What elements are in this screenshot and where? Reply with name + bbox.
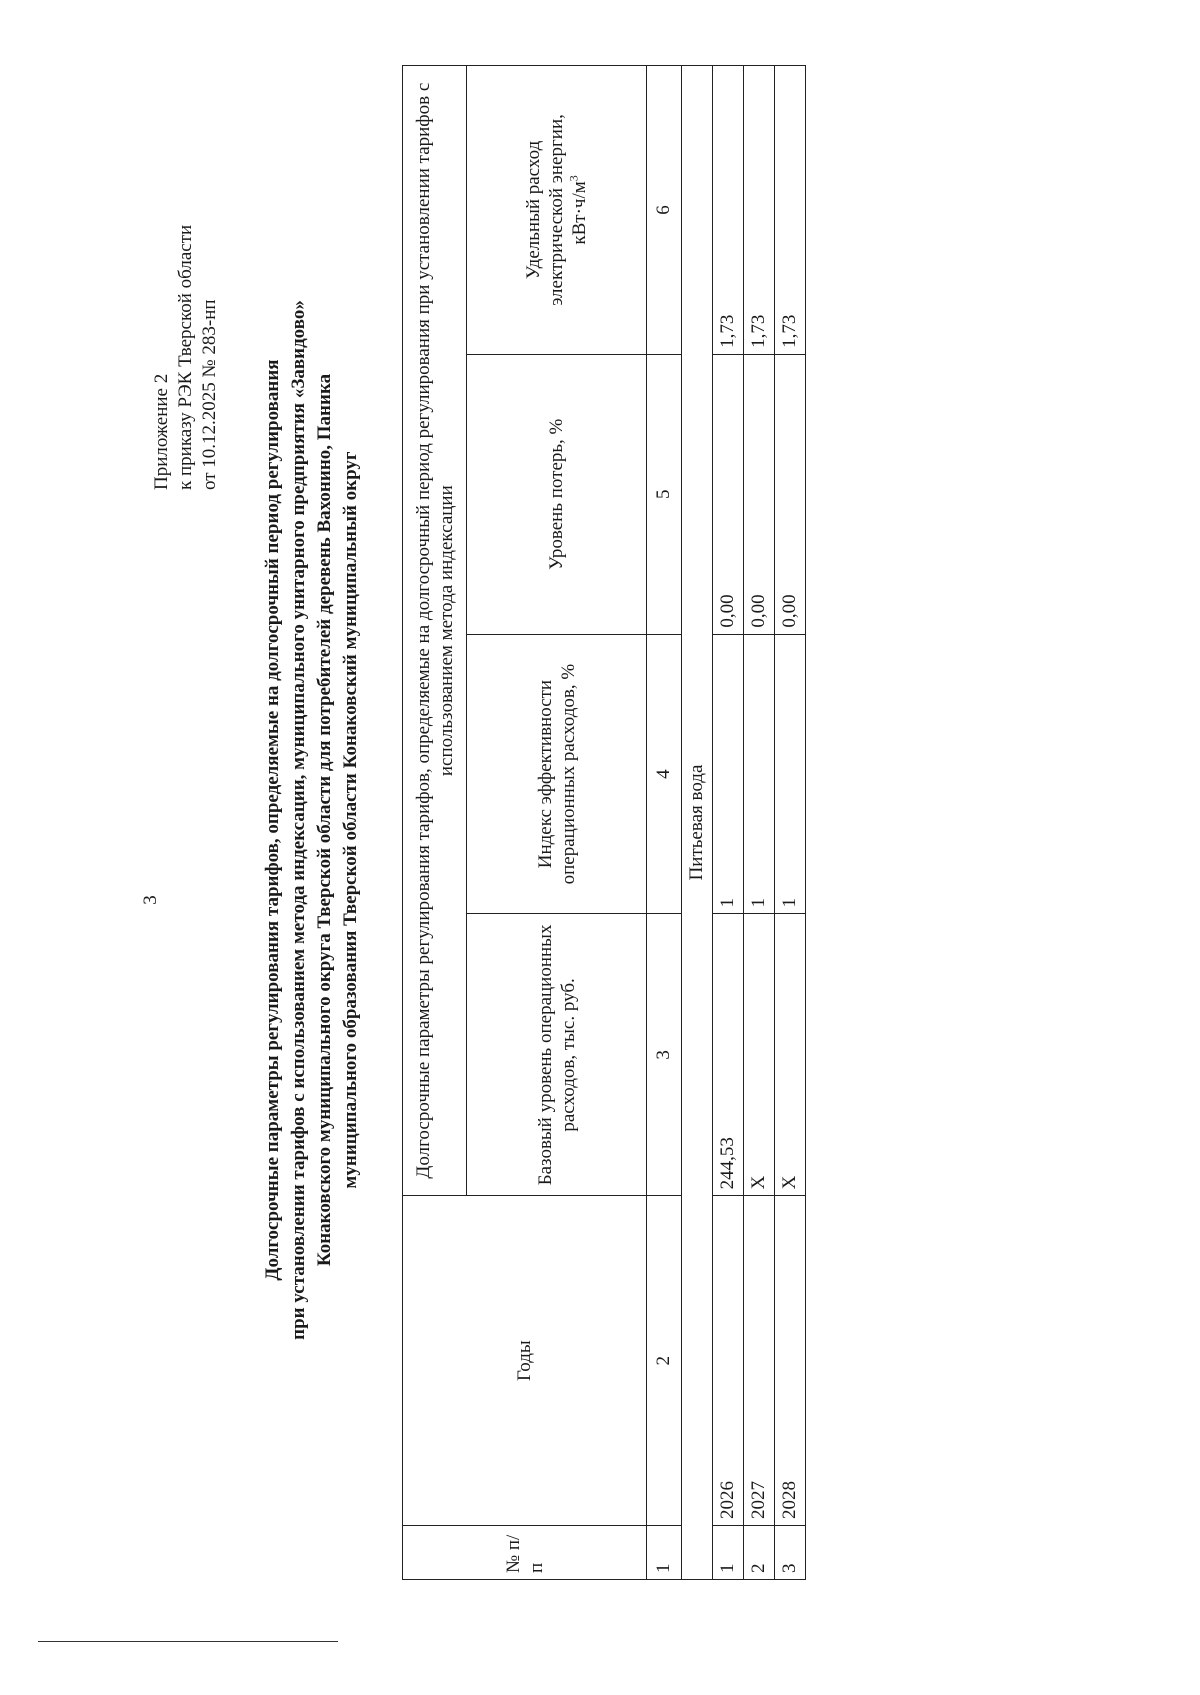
index-cell: 1: [647, 1526, 682, 1580]
title-line-2: при установлении тарифов с использованием метода индексации, муниципального унитарного предприятия «Завидово»: [288, 300, 309, 1340]
cell-year: 2026: [713, 1196, 744, 1526]
cell-base-costs: X: [744, 914, 775, 1196]
page-number: 3: [140, 895, 161, 905]
cell-base-costs: X: [775, 914, 806, 1196]
cell-efficiency: 1: [744, 634, 775, 914]
cell-base-costs: 244,53: [713, 914, 744, 1196]
index-cell: 3: [647, 914, 682, 1196]
header-loss-level: Уровень потерь, %: [467, 354, 647, 634]
header-group: Долгосрочные параметры регулирования тарифов, определяемые на долгосрочный период регулирования при установлении тарифов с использованием метода индексации: [403, 66, 467, 1196]
cell-loss: 0,00: [744, 354, 775, 634]
energy-unit-text: кВт·ч/м: [569, 181, 590, 245]
appendix-line-2: к приказу РЭК Тверской области: [175, 224, 196, 490]
rotated-page: [140, 60, 1060, 1580]
cell-efficiency: 1: [713, 634, 744, 914]
cell-energy: 1,73: [775, 66, 806, 355]
section-title: Питьевая вода: [682, 66, 713, 1580]
cell-year: 2027: [744, 1196, 775, 1526]
header-base-costs: Базовый уровень операционных расходов, тыс. руб.: [467, 914, 647, 1196]
table-row: [744, 66, 775, 1580]
cell-energy: 1,73: [713, 66, 744, 355]
title-line-4: муниципального образования Тверской области Конаковский муниципальный округ: [340, 451, 361, 1189]
document-title: [260, 120, 364, 1520]
appendix-line-3: от 10.12.2025 № 283-нп: [199, 299, 220, 490]
title-line-1: Долгосрочные параметры регулирования тарифов, определяемые на долгосрочный период регулирования: [262, 359, 283, 1281]
cell-num: 2: [744, 1526, 775, 1580]
cell-efficiency: 1: [775, 634, 806, 914]
header-years: Годы: [403, 1196, 647, 1526]
appendix-line-1: Приложение 2: [151, 373, 172, 490]
title-line-3: Конаковского муниципального округа Тверской области для потребителей деревень Вахонино, Паника: [314, 373, 335, 1267]
header-num: № п/п: [403, 1526, 647, 1580]
appendix-reference: [150, 70, 222, 490]
cell-num: 1: [713, 1526, 744, 1580]
table-row: [775, 66, 806, 1580]
header-energy-consumption: [467, 66, 647, 355]
header-efficiency-index: Индекс эффективности операционных расходов, %: [467, 634, 647, 914]
energy-line-1: Удельный расход: [523, 140, 544, 280]
cell-energy: 1,73: [744, 66, 775, 355]
energy-unit-superscript: 3: [566, 175, 581, 182]
cell-loss: 0,00: [713, 354, 744, 634]
energy-line-2: электрической энергии,: [546, 114, 567, 306]
column-index-row: [647, 66, 682, 1580]
section-row: [682, 66, 713, 1580]
table-row: [713, 66, 744, 1580]
footer-separator-line: [38, 1641, 338, 1642]
parameters-table: [402, 65, 806, 1580]
index-cell: 5: [647, 354, 682, 634]
cell-loss: 0,00: [775, 354, 806, 634]
index-cell: 2: [647, 1196, 682, 1526]
index-cell: 4: [647, 634, 682, 914]
index-cell: 6: [647, 66, 682, 355]
energy-unit: [568, 72, 591, 348]
cell-year: 2028: [775, 1196, 806, 1526]
cell-num: 3: [775, 1526, 806, 1580]
